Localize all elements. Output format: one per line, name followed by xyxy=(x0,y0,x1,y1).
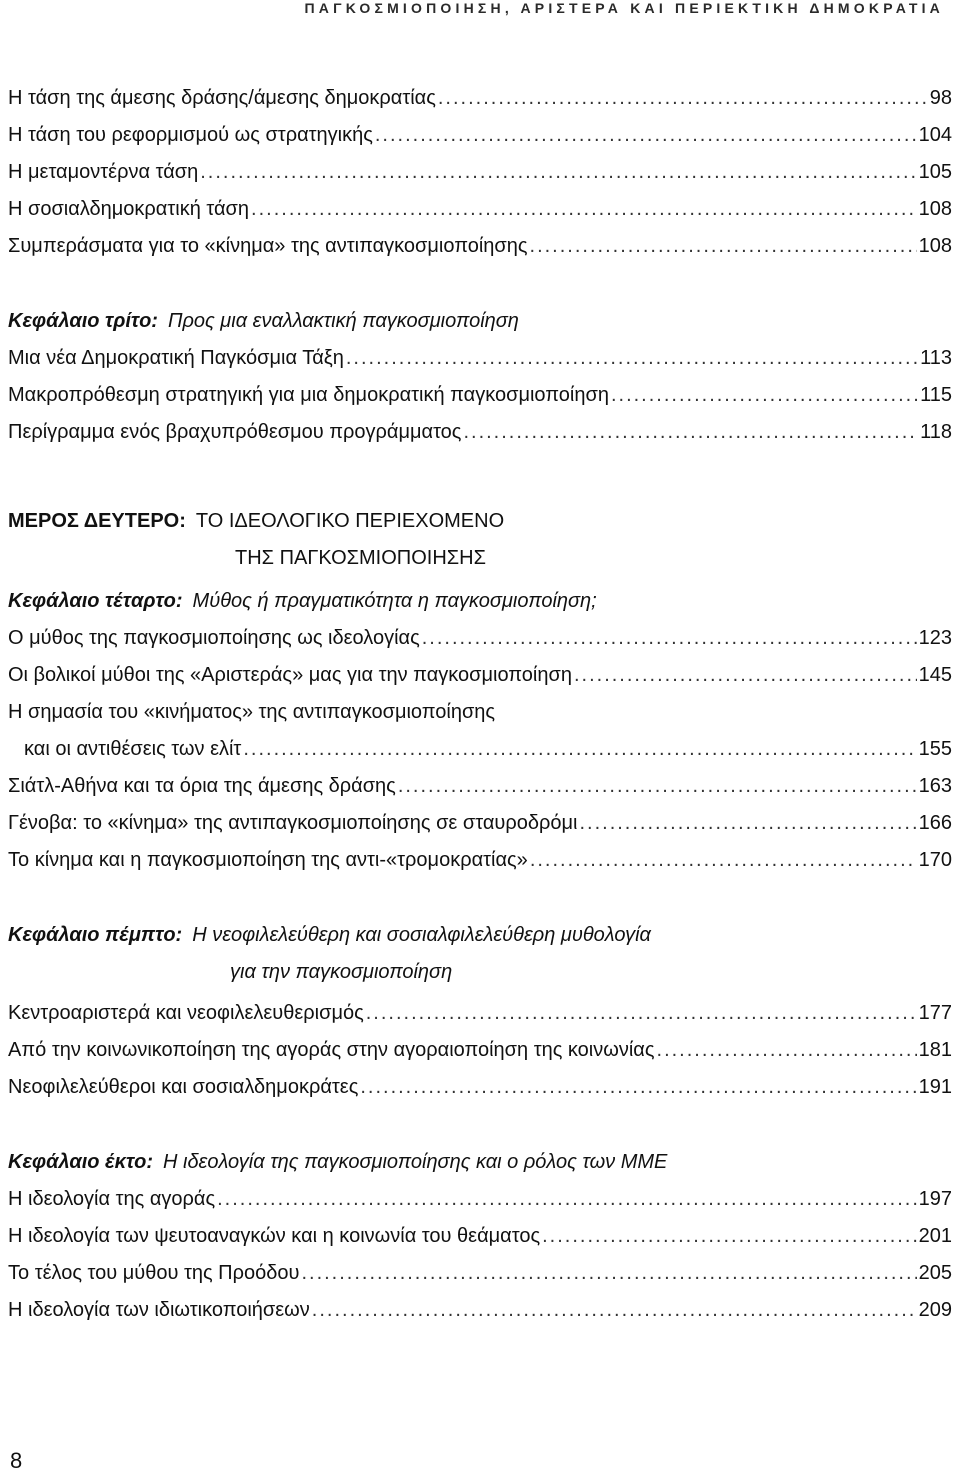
toc-entry[interactable] xyxy=(8,842,952,879)
toc-entry-title: Η σοσιαλδημοκρατική τάση xyxy=(8,198,250,220)
toc-entry[interactable] xyxy=(8,154,952,191)
chapter-4-heading xyxy=(8,583,952,620)
dot-leader xyxy=(375,117,917,154)
chapter-title: Η νεοφιλελεύθερη και σοσιαλφιλελεύθερη μυθολογία xyxy=(192,924,651,946)
dot-leader xyxy=(366,995,917,1032)
dot-leader xyxy=(312,1292,917,1329)
toc-entry-title: Η ιδεολογία των ιδιωτικοποιήσεων xyxy=(8,1299,310,1321)
toc-entry-title: Περίγραμμα ενός βραχυπρόθεσμου προγράμματος xyxy=(8,421,462,443)
toc-entry-page: 170 xyxy=(918,849,952,871)
dot-leader xyxy=(346,340,918,377)
toc-entry[interactable] xyxy=(8,191,952,228)
toc-entry[interactable] xyxy=(8,1292,952,1329)
dot-leader xyxy=(579,805,916,842)
toc-entry-title: Νεοφιλελεύθεροι και σοσιαλδημοκράτες xyxy=(8,1076,359,1098)
toc-entry-page: 191 xyxy=(918,1076,952,1098)
chapter-label: Κεφάλαιο τρίτο: xyxy=(8,310,158,332)
dot-leader xyxy=(360,1069,916,1106)
toc-entry[interactable] xyxy=(8,377,952,414)
toc-entry[interactable] xyxy=(8,1032,952,1069)
toc-entry-page: 201 xyxy=(918,1225,952,1247)
toc-entry-page: 145 xyxy=(918,664,952,686)
toc-entry-title: Η ιδεολογία των ψευτοαναγκών και η κοινωνία του θεάματος xyxy=(8,1225,541,1247)
chapter-5-heading xyxy=(8,917,952,954)
dot-leader xyxy=(657,1032,917,1069)
dot-leader xyxy=(301,1255,916,1292)
toc-entry[interactable] xyxy=(8,731,952,768)
toc-entry-title: και οι αντιθέσεις των ελίτ xyxy=(24,738,242,760)
toc-entry[interactable] xyxy=(8,1255,952,1292)
toc-entry-title: Μακροπρόθεσμη στρατηγική για μια δημοκρατική παγκοσμιοποίηση xyxy=(8,384,609,406)
toc-entry[interactable] xyxy=(8,340,952,377)
toc-entry-page: 105 xyxy=(918,161,952,183)
toc-entry-title: Μια νέα Δημοκρατική Παγκόσμια Τάξη xyxy=(8,347,344,369)
toc-entry-title: Το τέλος του μύθου της Προόδου xyxy=(8,1262,300,1284)
toc-entry-page: 98 xyxy=(929,87,952,109)
toc-entry[interactable] xyxy=(8,414,952,451)
toc-entry-title-line-1[interactable]: Η σημασία του «κινήματος» της αντιπαγκοσμιοποίησης xyxy=(8,701,496,723)
dot-leader xyxy=(398,768,917,805)
toc-entry-title: Η ιδεολογία της αγοράς xyxy=(8,1188,216,1210)
toc-entry[interactable] xyxy=(8,1181,952,1218)
dot-leader xyxy=(463,414,918,451)
dot-leader xyxy=(611,377,918,414)
table-of-contents xyxy=(8,80,952,1329)
dot-leader xyxy=(217,1181,917,1218)
dot-leader xyxy=(530,228,917,265)
chapter-3-heading xyxy=(8,303,952,340)
toc-entry[interactable] xyxy=(8,228,952,265)
dot-leader xyxy=(542,1218,917,1255)
toc-entry-page: 205 xyxy=(918,1262,952,1284)
toc-entry-title: Οι βολικοί μύθοι της «Αριστεράς» μας για την παγκοσμιοποίηση xyxy=(8,664,572,686)
toc-entry-title: Ο μύθος της παγκοσμιοποίησης ως ιδεολογίας xyxy=(8,627,420,649)
part-2-heading xyxy=(8,503,952,577)
toc-entry-page: 108 xyxy=(918,198,952,220)
part-title-line-2: ΤΗΣ ΠΑΓΚΟΣΜΙΟΠΟΙΗΣΗΣ xyxy=(235,547,486,569)
toc-entry-page: 155 xyxy=(918,738,952,760)
chapter-6-heading xyxy=(8,1144,952,1181)
toc-group-1 xyxy=(8,80,952,265)
part-title-line-1: ΤΟ ΙΔΕΟΛΟΓΙΚΟ ΠΕΡΙΕΧΟΜΕΝΟ xyxy=(195,510,505,532)
toc-entry-title: Η τάση του ρεφορμισμού ως στρατηγικής xyxy=(8,124,373,146)
toc-entry-page: 209 xyxy=(918,1299,952,1321)
toc-group-2 xyxy=(8,340,952,451)
chapter-5-title-continued: για την παγκοσμιοποίηση xyxy=(230,961,453,983)
toc-entry[interactable] xyxy=(8,117,952,154)
toc-entry-page: 115 xyxy=(920,384,952,406)
dot-leader xyxy=(574,657,917,694)
page-number: 8 xyxy=(10,1448,23,1473)
toc-entry[interactable] xyxy=(8,657,952,694)
dot-leader xyxy=(530,842,917,879)
toc-entry-page: 166 xyxy=(918,812,952,834)
toc-entry[interactable] xyxy=(8,1069,952,1106)
toc-entry[interactable] xyxy=(8,80,952,117)
toc-entry-page: 118 xyxy=(920,421,952,443)
toc-group-3 xyxy=(8,620,952,879)
dot-leader xyxy=(200,154,916,191)
toc-entry[interactable] xyxy=(8,768,952,805)
toc-entry-page: 113 xyxy=(920,347,952,369)
toc-entry-title: Το κίνημα και η παγκοσμιοποίηση της αντι-«τρομοκρατίας» xyxy=(8,849,528,871)
toc-entry-page: 104 xyxy=(918,124,952,146)
toc-entry-page: 123 xyxy=(918,627,952,649)
toc-entry[interactable] xyxy=(8,620,952,657)
toc-entry[interactable] xyxy=(8,805,952,842)
toc-entry-title: Η μεταμοντέρνα τάση xyxy=(8,161,199,183)
chapter-title: Η ιδεολογία της παγκοσμιοποίησης και ο ρόλος των ΜΜΕ xyxy=(163,1151,668,1173)
toc-entry-page: 181 xyxy=(918,1039,952,1061)
toc-entry-page: 177 xyxy=(918,1002,952,1024)
toc-entry[interactable] xyxy=(8,995,952,1032)
chapter-title: Προς μια εναλλακτική παγκοσμιοποίηση xyxy=(167,310,519,332)
toc-entry-title: Η τάση της άμεσης δράσης/άμεσης δημοκρατίας xyxy=(8,87,436,109)
toc-entry-title: Κεντροαριστερά και νεοφιλελευθερισμός xyxy=(8,1002,364,1024)
toc-entry-title: Από την κοινωνικοποίηση της αγοράς στην αγοραιοποίηση της κοινωνίας xyxy=(8,1039,655,1061)
dot-leader xyxy=(243,731,916,768)
running-header: ΠΑΓΚΟΣΜΙΟΠΟΙΗΣΗ, ΑΡΙΣΤΕΡΑ ΚΑΙ ΠΕΡΙΕΚΤΙΚΗ ΔΗΜΟΚΡΑΤΙΑ xyxy=(304,0,944,16)
dot-leader xyxy=(422,620,917,657)
dot-leader xyxy=(438,80,928,117)
toc-entry-title: Σιάτλ-Αθήνα και τα όρια της άμεσης δράσης xyxy=(8,775,396,797)
chapter-label: Κεφάλαιο πέμπτο: xyxy=(8,924,183,946)
toc-group-4 xyxy=(8,995,952,1106)
toc-entry-page: 163 xyxy=(918,775,952,797)
chapter-title: Μύθος ή πραγματικότητα η παγκοσμιοποίηση; xyxy=(192,590,597,612)
chapter-label: Κεφάλαιο έκτο: xyxy=(8,1151,153,1173)
toc-entry-page: 197 xyxy=(918,1188,952,1210)
toc-entry-title: Συμπεράσματα για το «κίνημα» της αντιπαγκοσμιοποίησης xyxy=(8,235,528,257)
toc-entry[interactable] xyxy=(8,1218,952,1255)
dot-leader xyxy=(251,191,917,228)
toc-entry-title: Γένοβα: το «κίνημα» της αντιπαγκοσμιοποίησης σε σταυροδρόμι xyxy=(8,812,578,834)
chapter-label: Κεφάλαιο τέταρτο: xyxy=(8,590,183,612)
part-label: ΜΕΡΟΣ ΔΕΥΤΕΡΟ: xyxy=(8,510,186,532)
toc-group-5 xyxy=(8,1181,952,1329)
toc-entry-page: 108 xyxy=(918,235,952,257)
